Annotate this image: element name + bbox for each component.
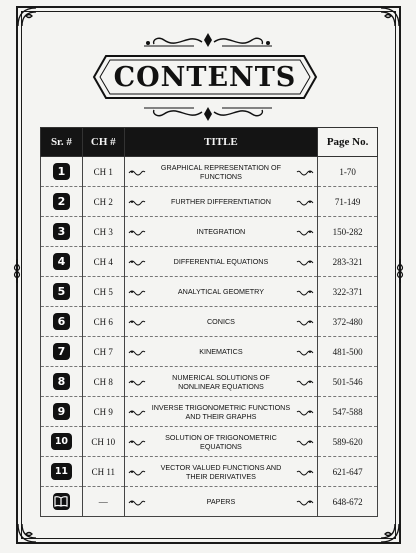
serial-badge: 8	[53, 373, 70, 390]
side-ornament-icon	[11, 258, 23, 284]
vine-ornament-icon	[128, 258, 146, 266]
chapter-cell: CH 4	[82, 247, 124, 277]
table-row	[41, 427, 378, 457]
table-row	[41, 187, 378, 217]
header-sr: Sr. #	[41, 128, 83, 157]
table-row	[41, 307, 378, 337]
title-cell	[124, 397, 317, 427]
vine-ornament-icon	[296, 288, 314, 296]
top-flourish-icon	[138, 30, 278, 52]
chapter-cell: CH 11	[82, 457, 124, 487]
sr-cell	[41, 337, 83, 367]
sr-cell	[41, 217, 83, 247]
title-cell	[124, 157, 317, 187]
title-cell	[124, 487, 317, 517]
sr-cell	[41, 427, 83, 457]
corner-ornament-icon	[16, 6, 38, 28]
chapter-cell: CH 8	[82, 367, 124, 397]
vine-ornament-icon	[296, 438, 314, 446]
vine-ornament-icon	[296, 258, 314, 266]
table-row	[41, 487, 378, 517]
chapter-title: INTEGRATION	[196, 227, 246, 236]
vine-ornament-icon	[128, 288, 146, 296]
contents-banner	[92, 54, 318, 100]
side-ornament-icon	[394, 258, 406, 284]
serial-badge: 5	[53, 283, 70, 300]
chapter-cell: CH 3	[82, 217, 124, 247]
table-body	[41, 157, 378, 517]
chapter-cell: CH 6	[82, 307, 124, 337]
sr-cell	[41, 247, 83, 277]
title-cell	[124, 217, 317, 247]
vine-ornament-icon	[296, 378, 314, 386]
chapter-cell: CH 9	[82, 397, 124, 427]
table-row	[41, 337, 378, 367]
book-icon	[53, 493, 70, 510]
chapter-title: PAPERS	[206, 497, 236, 506]
title-cell	[124, 427, 317, 457]
chapter-title: VECTOR VALUED FUNCTIONS AND THEIR DERIVATIVES	[160, 462, 282, 481]
sr-cell	[41, 187, 83, 217]
page-range-cell: 547-588	[318, 397, 378, 427]
title-cell	[124, 187, 317, 217]
table-row	[41, 277, 378, 307]
title-cell	[124, 277, 317, 307]
chapter-cell: —	[82, 487, 124, 517]
serial-badge: 10	[51, 433, 72, 450]
page-range-cell: 589-620	[318, 427, 378, 457]
title-cell	[124, 247, 317, 277]
serial-badge: 1	[53, 163, 70, 180]
sr-cell	[41, 367, 83, 397]
serial-badge: 4	[53, 253, 70, 270]
serial-badge: 6	[53, 313, 70, 330]
page-range-cell: 71-149	[318, 187, 378, 217]
table-row	[41, 457, 378, 487]
vine-ornament-icon	[296, 468, 314, 476]
serial-badge: 7	[53, 343, 70, 360]
table-row	[41, 247, 378, 277]
page-range-cell: 481-500	[318, 337, 378, 367]
vine-ornament-icon	[128, 318, 146, 326]
page-range-cell: 621-647	[318, 457, 378, 487]
vine-ornament-icon	[296, 348, 314, 356]
corner-ornament-icon	[16, 522, 38, 544]
serial-badge: 2	[53, 193, 70, 210]
header-ch: CH #	[82, 128, 124, 157]
contents-table	[40, 127, 378, 517]
vine-ornament-icon	[128, 198, 146, 206]
header-page: Page No.	[318, 128, 378, 157]
vine-ornament-icon	[296, 408, 314, 416]
vine-ornament-icon	[128, 378, 146, 386]
sr-cell	[41, 307, 83, 337]
vine-ornament-icon	[128, 168, 146, 176]
sr-cell	[41, 487, 83, 517]
chapter-cell: CH 10	[82, 427, 124, 457]
vine-ornament-icon	[128, 228, 146, 236]
title-cell	[124, 457, 317, 487]
page-range-cell: 648-672	[318, 487, 378, 517]
table-row	[41, 367, 378, 397]
chapter-title: FURTHER DIFFERENTIATION	[170, 197, 271, 206]
chapter-title: NUMERICAL SOLUTIONS OF NONLINEAR EQUATIONS	[172, 372, 270, 391]
chapter-title: KINEMATICS	[199, 347, 243, 356]
vine-ornament-icon	[128, 348, 146, 356]
vine-ornament-icon	[296, 318, 314, 326]
sr-cell	[41, 277, 83, 307]
page-range-cell: 1-70	[318, 157, 378, 187]
chapter-cell: CH 2	[82, 187, 124, 217]
page-range-cell: 150-282	[318, 217, 378, 247]
sr-cell	[41, 457, 83, 487]
page-range-cell: 372-480	[318, 307, 378, 337]
chapter-title: SOLUTION OF TRIGONOMETRIC EQUATIONS	[165, 432, 277, 451]
table-header-row	[41, 128, 378, 157]
chapter-title: GRAPHICAL REPRESENTATION OF FUNCTIONS	[160, 162, 281, 181]
sr-cell	[41, 397, 83, 427]
chapter-title: DIFFERENTIAL EQUATIONS	[173, 257, 269, 266]
chapter-title: CONICS	[206, 317, 235, 326]
table-row	[41, 217, 378, 247]
chapter-cell: CH 5	[82, 277, 124, 307]
vine-ornament-icon	[296, 498, 314, 506]
vine-ornament-icon	[296, 228, 314, 236]
page-range-cell: 322-371	[318, 277, 378, 307]
header-title: TITLE	[124, 128, 317, 157]
vine-ornament-icon	[128, 468, 146, 476]
title-flourish-icon	[138, 102, 278, 124]
serial-badge: 11	[51, 463, 72, 480]
vine-ornament-icon	[128, 408, 146, 416]
chapter-title: INVERSE TRIGONOMETRIC FUNCTIONS AND THEIR GRAPHS	[151, 402, 291, 421]
vine-ornament-icon	[128, 438, 146, 446]
vine-ornament-icon	[296, 198, 314, 206]
title-cell	[124, 367, 317, 397]
chapter-cell: CH 1	[82, 157, 124, 187]
sr-cell	[41, 157, 83, 187]
corner-ornament-icon	[379, 6, 401, 28]
corner-ornament-icon	[379, 522, 401, 544]
serial-badge: 9	[53, 403, 70, 420]
chapter-cell: CH 7	[82, 337, 124, 367]
title-cell	[124, 337, 317, 367]
chapter-title: ANALYTICAL GEOMETRY	[177, 287, 265, 296]
table-row	[41, 397, 378, 427]
page-range-cell: 501-546	[318, 367, 378, 397]
page-title: CONTENTS	[113, 61, 297, 93]
serial-badge: 3	[53, 223, 70, 240]
page-range-cell: 283-321	[318, 247, 378, 277]
table-row	[41, 157, 378, 187]
vine-ornament-icon	[128, 498, 146, 506]
vine-ornament-icon	[296, 168, 314, 176]
title-cell	[124, 307, 317, 337]
